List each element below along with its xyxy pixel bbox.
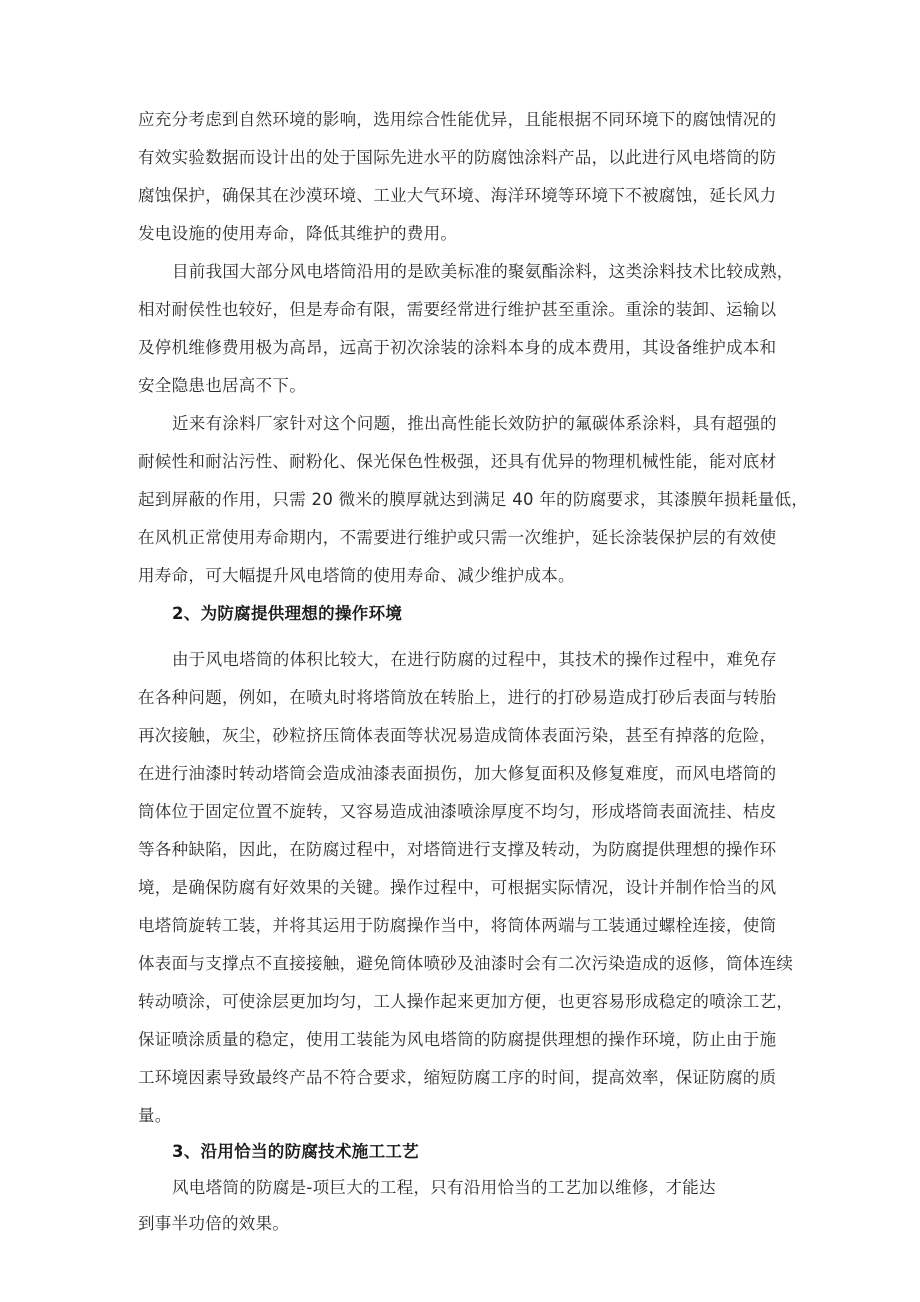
- paragraph-1-line-4: 发电设施的使用寿命，降低其维护的费用。: [138, 224, 458, 243]
- paragraph-4-line-11: 保证喷涂质量的稳定，使用工装能为风电塔筒的防腐提供理想的操作环境，防止由于施: [138, 1030, 777, 1049]
- paragraph-2-line-4: 安全隐患也居高不下。: [138, 376, 306, 395]
- paragraph-2-line-1: 目前我国大部分风电塔筒沿用的是欧美标准的聚氨酯涂料，这类涂料技术比较成熟，: [172, 262, 794, 281]
- paragraph-2-line-3: 及停机维修费用极为高昂，远高于初次涂装的涂料本身的成本费用，其设备维护成本和: [138, 338, 777, 357]
- paragraph-2-line-2: 相对耐侯性也较好，但是寿命有限，需要经常进行维护甚至重涂。重涂的装卸、运输以: [138, 300, 777, 319]
- paragraph-4-line-10: 转动喷涂，可使涂层更加均匀，工人操作起来更加方便，也更容易形成稳定的喷涂工艺，: [138, 992, 794, 1011]
- paragraph-4-line-9: 体表面与支撑点不直接接触，避免筒体喷砂及油漆时会有二次污染造成的返修，筒体连续: [138, 954, 794, 973]
- paragraph-4-line-4: 在进行油漆时转动塔筒会造成油漆表面损伤，加大修复面积及修复难度，而风电塔筒的: [138, 764, 777, 783]
- paragraph-4-line-13: 量。: [138, 1106, 172, 1125]
- paragraph-3-line-3: 起到屏蔽的作用，只需 20 微米的膜厚就达到满足 40 年的防腐要求，其漆膜年损耗量低，: [138, 490, 809, 509]
- paragraph-4-line-12: 工环境因素导致最终产品不符合要求，缩短防腐工序的时间，提高效率，保证防腐的质: [138, 1068, 777, 1087]
- paragraph-1-line-2: 有效实验数据而设计出的处于国际先进水平的防腐蚀涂料产品，以此进行风电塔筒的防: [138, 148, 777, 167]
- section-heading-2: 2、为防腐提供理想的操作环境: [172, 604, 403, 623]
- paragraph-4-line-3: 再次接触，灰尘，砂粒挤压筒体表面等状况易造成筒体表面污染，甚至有掉落的危险，: [138, 726, 777, 745]
- paragraph-4-line-1: 由于风电塔筒的体积比较大，在进行防腐的过程中，其技术的操作过程中，难免存: [172, 650, 777, 669]
- paragraph-4-line-7: 境，是确保防腐有好效果的关键。操作过程中，可根据实际情况，设计并制作恰当的风: [138, 878, 777, 897]
- paragraph-4-line-5: 筒体位于固定位置不旋转，又容易造成油漆喷涂厚度不均匀，形成塔筒表面流挂、桔皮: [138, 802, 777, 821]
- paragraph-3-line-4: 在风机正常使用寿命期内，不需要进行维护或只需一次维护，延长涂装保护层的有效使: [138, 528, 777, 547]
- paragraph-3-line-2: 耐候性和耐沾污性、耐粉化、保光保色性极强，还具有优异的物理机械性能，能对底材: [138, 452, 777, 471]
- paragraph-3-line-5: 用寿命，可大幅提升风电塔筒的使用寿命、减少维护成本。: [138, 566, 575, 585]
- paragraph-4-line-2: 在各种问题，例如，在喷丸时将塔筒放在转胎上，进行的打砂易造成打砂后表面与转胎: [138, 688, 777, 707]
- paragraph-5-line-2: 到事半功倍的效果。: [138, 1214, 290, 1233]
- section-heading-3: 3、沿用恰当的防腐技术施工工艺: [172, 1142, 419, 1161]
- paragraph-1-line-1: 应充分考虑到自然环境的影响，选用综合性能优异，且能根据不同环境下的腐蚀情况的: [138, 110, 777, 129]
- paragraph-5-line-1: 风电塔筒的防腐是-项巨大的工程，只有沿用恰当的工艺加以维修，才能达: [172, 1178, 716, 1197]
- paragraph-4-line-6: 等各种缺陷，因此，在防腐过程中，对塔筒进行支撑及转动，为防腐提供理想的操作环: [138, 840, 777, 859]
- paragraph-3-line-1: 近来有涂料厂家针对这个问题，推出高性能长效防护的氟碳体系涂料，具有超强的: [172, 414, 777, 433]
- paragraph-4-line-8: 电塔筒旋转工装，并将其运用于防腐操作当中，将筒体两端与工装通过螺栓连接，使筒: [138, 916, 777, 935]
- paragraph-1-line-3: 腐蚀保护，确保其在沙漠环境、工业大气环境、海洋环境等环境下不被腐蚀，延长风力: [138, 186, 777, 205]
